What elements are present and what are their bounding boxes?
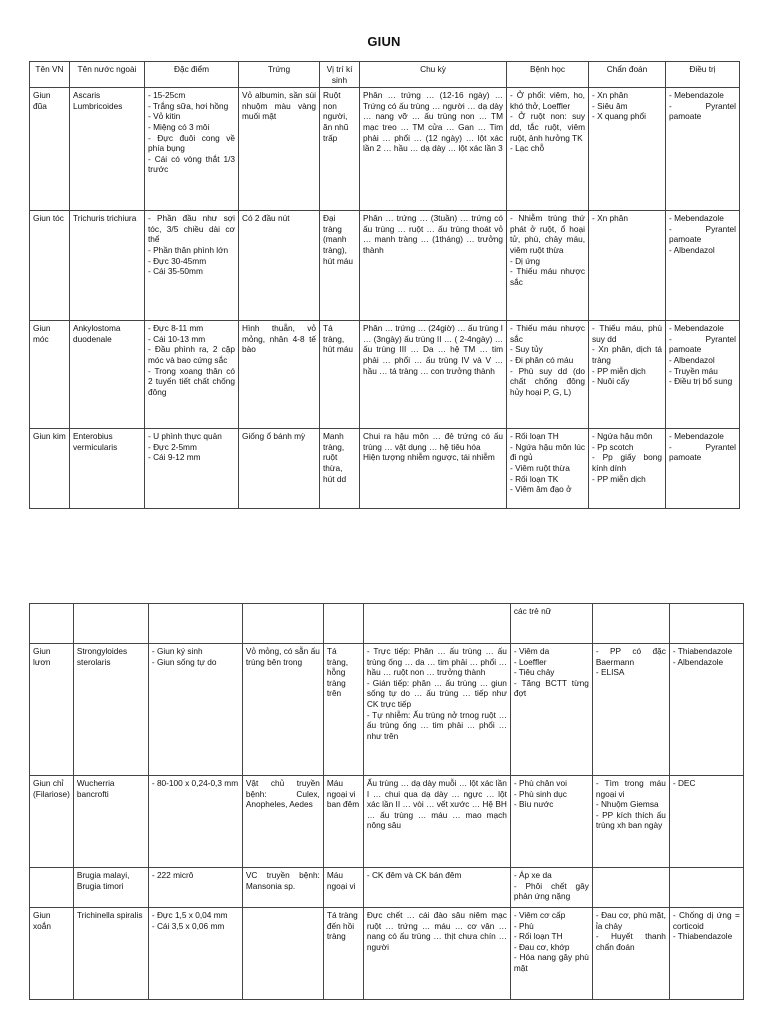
cell-pathology-line: - Phù xyxy=(513,920,534,931)
cell-pathology-line: - Nhiễm trùng thứ phát ở ruột, ổ hoại tử, phù, chảy máu, viêm ruột thừa xyxy=(510,213,585,255)
cell-diagnosis-line: - PP miễn dịch xyxy=(592,365,646,376)
cell-treatment-line: - DEC xyxy=(672,778,696,788)
cell-cycle: Ấu trùng … dạ dày muỗi … lột xác lần I … chui qua dạ dày … ngực … lột xác lần II … vòi … vết xước … Hệ BH … ấu trùng … máu … mao mạch nông sâu xyxy=(363,776,510,868)
cell-pathology-line: - Lạc chỗ xyxy=(510,143,545,154)
cell-cycle: Phân … trứng … (12-16 ngày) … Trứng có ấu trùng … người … dạ dày … nang vỡ … ấu trùng non … TM mạc treo … TM cửa … Gan … Tim phải … phổi … (12 ngày) … lột xác lần 2 … hầu … dạ dày … lột xác lần 3 xyxy=(360,88,507,211)
cell-diagnosis-line: - PP miễn dịch xyxy=(592,473,646,484)
table-body-page-2 xyxy=(30,604,744,1000)
table-row xyxy=(30,321,740,429)
cell-treatment xyxy=(666,321,740,429)
header-cycle: Chu kỳ xyxy=(360,62,507,88)
cell-pathology-line: - Bìu nước xyxy=(513,799,554,810)
cell-features-line: - Giun sống tự do xyxy=(151,656,217,667)
cell-pathology xyxy=(507,88,589,211)
cell-pathology-line: - Rối loạn TH xyxy=(513,931,563,942)
header-name-foreign: Tên nước ngoài xyxy=(70,62,145,88)
cell-name-foreign: Enterobius vermicularis xyxy=(70,429,145,509)
cell-features-line: - U phình thực quản xyxy=(148,431,222,442)
table-row xyxy=(30,644,744,776)
cell-treatment-line: - Mebendazole xyxy=(669,213,724,224)
cell-features xyxy=(148,776,242,868)
cell-eggs: Vỏ albumin, sần sùi nhuộm màu vàng muối mật xyxy=(239,88,320,211)
cell-name-vn xyxy=(30,868,74,908)
cell-pathology-line: - Hóa nang gây phù mặt xyxy=(513,952,589,973)
cell-diagnosis-line: - ELISA xyxy=(595,667,625,678)
cell-features xyxy=(145,429,239,509)
cell-pathology xyxy=(510,908,592,1000)
cell-diagnosis-line: - Thiếu máu, phù suy dd xyxy=(592,323,662,344)
header-name-vn: Tên VN xyxy=(30,62,70,88)
cell-name-foreign: Ascaris Lumbricoides xyxy=(70,88,145,211)
cell-location: Ruột non người, ăn nhũ trấp xyxy=(320,88,360,211)
cell-features-line: - Đầu phình ra, 2 cặp móc và bao cứng sắc xyxy=(148,344,235,365)
cell-features-line: - 80-100 x 0,24-0,3 mm xyxy=(151,778,239,788)
cell-name-foreign: Strongyloides sterolaris xyxy=(73,644,148,776)
cell-features-line: - Phần thân phình lớn xyxy=(148,244,229,255)
cell-eggs: Vật chủ truyền bệnh: Culex, Anopheles, Aedes xyxy=(242,776,323,868)
cell-features-line: - Cái có vòng thắt 1/3 trước xyxy=(148,153,235,175)
cell-features xyxy=(145,211,239,321)
cell-cycle xyxy=(363,644,510,776)
cell-name-vn: Giun kim xyxy=(30,429,70,509)
cell-location: Đại tràng (manh tràng), hút máu xyxy=(320,211,360,321)
cell-treatment xyxy=(666,211,740,321)
cell-diagnosis-line: - Pp giấy bong kính dính xyxy=(592,452,662,473)
cell-pathology xyxy=(510,868,592,908)
cell-eggs: Vỏ mỏng, có sẵn ấu trùng bên trong xyxy=(242,644,323,776)
cell-location: Máu ngoại vi xyxy=(323,868,363,908)
cell-features-line: - Đực 2-5mm xyxy=(148,441,197,452)
cell-pathology xyxy=(510,644,592,776)
cell-name-vn: Giun xoắn xyxy=(30,908,74,1000)
cell-diagnosis-line: - Siêu âm xyxy=(592,100,628,111)
cell-treatment xyxy=(669,868,743,908)
cell-features xyxy=(148,908,242,1000)
cell-diagnosis xyxy=(589,429,666,509)
cell-diagnosis-line: - Xn phân xyxy=(592,90,628,101)
worm-table-page-1 xyxy=(29,61,740,509)
header-features: Đặc điểm xyxy=(145,62,239,88)
cell-treatment-line: - Pyrantel pamoate xyxy=(669,333,736,355)
cell-diagnosis-line: - Xn phân xyxy=(592,213,628,224)
worm-table-page-2 xyxy=(29,603,744,1000)
cell-pathology-line: - Tăng BCTT từng đợt xyxy=(513,677,589,699)
cell-features-line: - Phần đầu như sợi tóc, 3/5 chiều dài cơ thể xyxy=(148,213,235,245)
cell-treatment-line: - Điều trị bổ sung xyxy=(669,376,733,387)
cell-cycle-line: - Tự nhiễm: Ấu trùng nở trnog ruột … ấu trùng ống … tim phải … phổi … như trên xyxy=(366,709,507,741)
header-diagnosis: Chẩn đoán xyxy=(589,62,666,88)
cell-treatment-line: - Pyrantel pamoate xyxy=(669,441,736,463)
cell-cycle: Phân … trứng … (3tuần) … trứng có ấu trùng … ruột … ấu trùng thoát vỏ … manh tràng … (1tháng) … trưởng thành xyxy=(360,211,507,321)
cell-diagnosis-line: - X quang phổi xyxy=(592,111,646,122)
continuation-text: các trẻ nữ xyxy=(510,604,592,644)
table-row xyxy=(30,908,744,1000)
cell-pathology-line: - Dị ứng xyxy=(510,255,540,266)
cell-eggs: Hình thuẫn, vỏ mỏng, nhân 4-8 tế bào xyxy=(239,321,320,429)
header-treatment: Điều trị xyxy=(666,62,740,88)
cell-treatment xyxy=(669,776,743,868)
cell-pathology-line: - Đau cơ, khớp xyxy=(513,941,570,952)
cell-name-foreign: Brugia malayi, Brugia timori xyxy=(73,868,148,908)
cell-features-line: - Đực 1,5 x 0,04 mm xyxy=(151,910,228,920)
cell-name-vn: Giun đũa xyxy=(30,88,70,211)
cell-diagnosis-line: - Nhuộm Giemsa xyxy=(595,799,659,810)
cell-pathology-line: - Viêm da xyxy=(513,646,550,656)
cell-features-line: - 222 micrô xyxy=(151,870,194,880)
cell-cycle xyxy=(360,429,507,509)
cell-name-foreign: Trichuris trichiura xyxy=(70,211,145,321)
cell-eggs: VC truyền bệnh: Mansonia sp. xyxy=(242,868,323,908)
cell-cycle: Đực chết … cái đào sâu niêm mạc ruột … trứng … máu … cơ vân … nang có ấu trùng … thịt chưa chín … người xyxy=(363,908,510,1000)
cell-pathology xyxy=(507,429,589,509)
cell-treatment-line: - Pyrantel pamoate xyxy=(669,100,736,122)
cell-features-line: - Đực 8-11 mm xyxy=(148,323,204,334)
cell-treatment xyxy=(666,88,740,211)
cell-diagnosis xyxy=(592,644,669,776)
header-row xyxy=(30,62,740,88)
cell-pathology-line: - Thiếu máu nhược sắc xyxy=(510,323,585,344)
cell-treatment-line: - Mebendazole xyxy=(669,90,724,101)
cell-pathology xyxy=(510,776,592,868)
cell-cycle-line: Hiện tượng nhiễm ngược, tái nhiễm xyxy=(363,452,495,463)
cell-cycle-line: Chui ra hậu môn … đẻ trứng có ấu trùng … vật dụng … hệ tiêu hóa xyxy=(363,431,503,452)
cell-diagnosis-line: - Tìm trong máu ngoại vi xyxy=(595,778,666,799)
cell-location: Manh tràng, ruột thừa, hút dd xyxy=(320,429,360,509)
cell-treatment-line: - Albendazole xyxy=(672,656,724,667)
cell-treatment-line: - Albendazol xyxy=(669,244,715,255)
cell-treatment xyxy=(669,644,743,776)
cell-pathology-line: - Thiếu máu nhược sắc xyxy=(510,266,585,287)
cell-eggs xyxy=(242,908,323,1000)
cell-diagnosis xyxy=(589,88,666,211)
cell-location: Tá tràng, hút máu xyxy=(320,321,360,429)
cell-pathology-line: - Đi phân có máu xyxy=(510,354,574,365)
cell-diagnosis-line: - PP kích thích ấu trùng xh ban ngày xyxy=(595,809,666,831)
cell-treatment-line: - Truyền máu xyxy=(669,365,718,376)
cell-cycle: - CK đêm và CK bán đêm xyxy=(363,868,510,908)
cell-diagnosis-line: - PP có đặc Baermann xyxy=(595,646,666,667)
table-row xyxy=(30,211,740,321)
cell-eggs: Giống ổ bánh mỳ xyxy=(239,429,320,509)
cell-features-line: - Đực đuôi cong về phía bụng xyxy=(148,132,235,154)
cell-name-vn: Giun tóc xyxy=(30,211,70,321)
cell-name-foreign: Wucherria bancrofti xyxy=(73,776,148,868)
cell-treatment-line: - Albendazol xyxy=(669,354,715,365)
cell-diagnosis xyxy=(592,908,669,1000)
cell-diagnosis-line: - Đau cơ, phù mặt, ỉa chảy xyxy=(595,910,666,931)
cell-features xyxy=(145,88,239,211)
cell-diagnosis-line: - Nuôi cấy xyxy=(592,376,630,387)
cell-pathology-line: - Áp xe da xyxy=(513,870,552,880)
cell-features-line: - Cái 3,5 x 0,06 mm xyxy=(151,920,225,931)
header-eggs: Trứng xyxy=(239,62,320,88)
cell-features-line: - Cái 35-50mm xyxy=(148,266,203,277)
cell-pathology-line: - Rối loạn TK xyxy=(510,473,559,484)
cell-name-foreign: Ankylostoma duodenale xyxy=(70,321,145,429)
table-body-page-1 xyxy=(30,88,740,509)
cell-pathology-line: - Viêm âm đạo ở xyxy=(510,484,572,495)
cell-pathology xyxy=(507,321,589,429)
cell-features xyxy=(148,644,242,776)
cell-pathology-line: - Phù chân voi xyxy=(513,778,567,788)
cell-pathology xyxy=(507,211,589,321)
cell-pathology-line: - Tiêu chảy xyxy=(513,667,555,678)
cell-cycle-line: - Trực tiếp: Phân … ấu trùng … ấu trùng ống … da … tim phải … phổi … hầu … ruột non … trưởng thành xyxy=(366,646,507,678)
cell-pathology-line: - Phù suy dd (do chất chống đông hủy hoại P, G, L) xyxy=(510,365,585,397)
cell-features-line: - Miệng có 3 môi xyxy=(148,121,210,132)
page-title: GIUN xyxy=(367,34,401,49)
cell-name-vn: Giun chỉ (Filariose) xyxy=(30,776,74,868)
cell-features xyxy=(145,321,239,429)
cell-treatment-line: - Pyrantel pamoate xyxy=(669,223,736,245)
cell-name-foreign: Trichinella spiralis xyxy=(73,908,148,1000)
cell-features xyxy=(148,868,242,908)
cell-pathology-line: - Loeffler xyxy=(513,656,547,667)
cell-pathology-line: - Viêm ruột thừa xyxy=(510,462,570,473)
header-location: Vị trí kí sinh xyxy=(320,62,360,88)
cell-features-line: - Trắng sữa, hơi hồng xyxy=(148,100,229,111)
table-row xyxy=(30,868,744,908)
cell-diagnosis-line: - Huyết thanh chẩn đoán xyxy=(595,931,666,952)
header-pathology: Bệnh học xyxy=(507,62,589,88)
cell-eggs: Có 2 đầu nút xyxy=(239,211,320,321)
cell-name-vn: Giun lươn xyxy=(30,644,74,776)
cell-diagnosis-line: - Ngứa hậu môn xyxy=(592,431,653,442)
table-row xyxy=(30,429,740,509)
cell-pathology-line: - Viêm cơ cấp xyxy=(513,910,566,920)
cell-pathology-line: - Ở ruột non: suy dd, tắc ruột, viêm ruột, ảnh hưởng TK xyxy=(510,111,585,143)
cell-features-line: - Đực 30-45mm xyxy=(148,255,207,266)
cell-features-line: - Giun ký sinh xyxy=(151,646,203,656)
cell-cycle: Phân … trứng … (24giờ) … ấu trùng I … (3ngày) ấu trùng II … ( 2-4ngày) … ấu trùng III … Da … hệ TM … tim phải … phổi … ấu trùng IV và V … hầu … tá tràng … con trưởng thành xyxy=(360,321,507,429)
cell-location: Tá tràng đến hồi tràng xyxy=(323,908,363,1000)
cell-features-line: - Cái 10-13 mm xyxy=(148,333,206,344)
cell-treatment-line: - Thiabendazole xyxy=(672,931,733,942)
cell-diagnosis xyxy=(592,868,669,908)
cell-diagnosis xyxy=(589,321,666,429)
cell-location: Tá tràng, hỗng tràng trên xyxy=(323,644,363,776)
cell-pathology-line: - Rối loạn TH xyxy=(510,431,559,442)
cell-pathology-line: - Ở phổi: viêm, ho, khó thở, Loeffler xyxy=(510,90,585,111)
cell-diagnosis-line: - Pp scotch xyxy=(592,441,634,452)
cell-features-line: - Cái 9-12 mm xyxy=(148,452,201,463)
cell-pathology-line: - Phôi chết gây phản ứng nặng xyxy=(513,880,589,902)
cell-treatment-line: - Mebendazole xyxy=(669,323,724,334)
cell-diagnosis xyxy=(592,776,669,868)
cell-diagnosis-line: - Xn phân, dịch tá tràng xyxy=(592,344,662,365)
cell-cycle-line: - Gián tiếp: phân … ấu trùng … giun sống tự do … ấu trùng … tiếp như CK trực tiếp xyxy=(366,677,507,709)
cell-treatment xyxy=(666,429,740,509)
cell-features-line: - Trong xoang thân có 2 tuyến tiết chất chống đông xyxy=(148,365,235,397)
cell-treatment-line: - Chống dị ứng = corticoid xyxy=(672,910,740,931)
cell-pathology-line: - Ngứa hậu môn lúc đi ngủ xyxy=(510,441,585,463)
cell-treatment-line: - Mebendazole xyxy=(669,431,724,442)
cell-pathology-line: - Phù sinh dục xyxy=(513,788,567,799)
cell-pathology-line: - Suy tủy xyxy=(510,344,543,355)
table-row xyxy=(30,776,744,868)
cell-diagnosis xyxy=(589,211,666,321)
continuation-row xyxy=(30,604,744,644)
cell-name-vn: Giun móc xyxy=(30,321,70,429)
cell-features-line: - Vỏ kitin xyxy=(148,111,181,122)
cell-features-line: - 15-25cm xyxy=(148,90,186,101)
table-row xyxy=(30,88,740,211)
cell-treatment xyxy=(669,908,743,1000)
cell-location: Máu ngoại vi ban đêm xyxy=(323,776,363,868)
cell-treatment-line: - Thiabendazole xyxy=(672,646,733,656)
